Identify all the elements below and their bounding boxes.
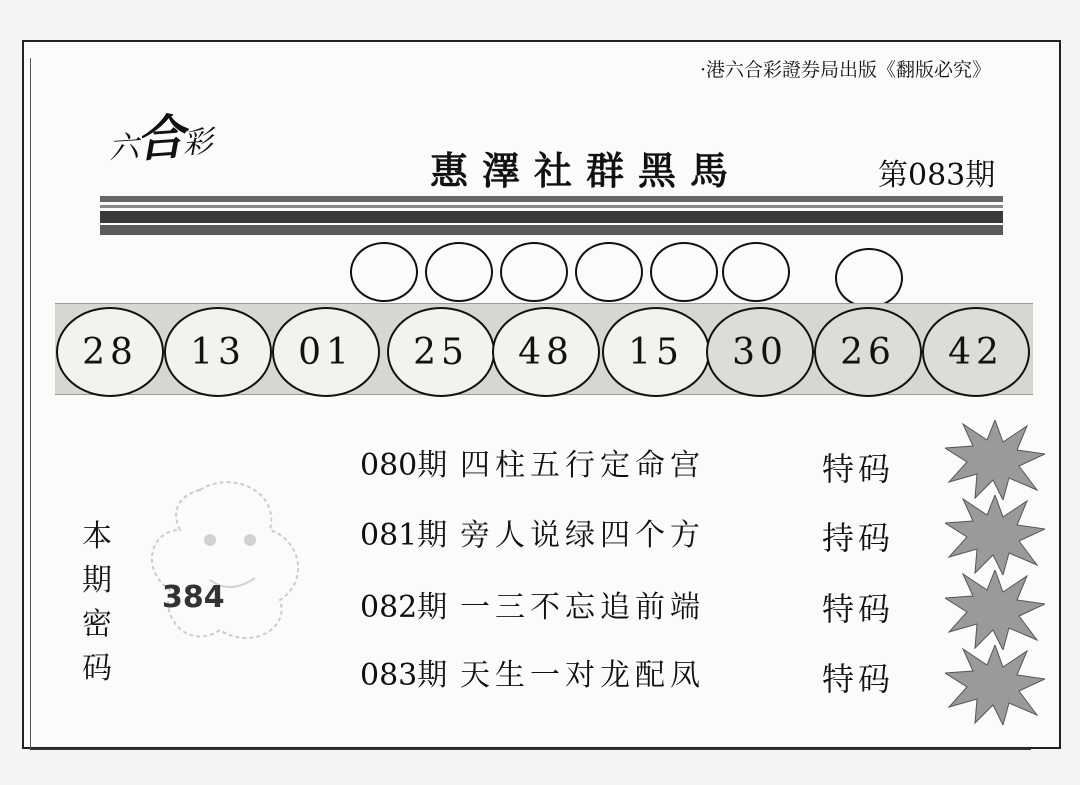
faded-doodle-image <box>140 470 320 660</box>
number-ball: 26 <box>814 307 922 397</box>
number-ball: 42 <box>922 307 1030 397</box>
issue-number: 第083期 <box>878 158 996 193</box>
logo-char-2: 合 <box>134 109 185 169</box>
password-value: 384 <box>162 580 225 615</box>
prediction-verse: 旁人说绿四个方 <box>460 518 705 553</box>
password-label <box>80 515 114 691</box>
password-label-char: 密 <box>82 607 112 642</box>
prediction-label: 特码 <box>822 590 895 628</box>
prediction-label: 特码 <box>822 450 895 488</box>
blank-ball <box>722 242 790 302</box>
blank-ball <box>500 242 568 302</box>
prediction-period: 082期 <box>360 590 448 625</box>
starburst-icon <box>945 645 1045 725</box>
logo-char-1: 六 <box>107 129 139 167</box>
blank-ball <box>350 242 418 302</box>
starburst-icon <box>945 495 1045 575</box>
starburst-icon <box>945 570 1045 650</box>
page-title: 惠澤社群黑馬 <box>430 148 743 193</box>
prediction-label: 特码 <box>822 660 895 698</box>
number-ball: 28 <box>56 307 164 397</box>
prediction-row <box>360 510 800 554</box>
password-label-char: 码 <box>82 651 112 686</box>
publisher-notice: ·港六合彩證券局出版《翻版必究》 <box>700 59 992 81</box>
number-ball: 48 <box>492 307 600 397</box>
prediction-period: 083期 <box>360 658 448 693</box>
prediction-period: 080期 <box>360 448 448 483</box>
logo-char-3: 彩 <box>181 124 212 162</box>
number-ball: 13 <box>164 307 272 397</box>
header-stripe <box>100 205 1003 208</box>
header-stripe <box>100 225 1003 235</box>
number-ball: 01 <box>272 307 380 397</box>
starburst-icon <box>945 420 1045 500</box>
blank-ball <box>425 242 493 302</box>
password-label-char: 本 <box>82 519 112 554</box>
password-label-char: 期 <box>82 563 112 598</box>
header-stripe <box>100 196 1003 202</box>
blank-ball <box>650 242 718 302</box>
prediction-row <box>360 582 800 626</box>
number-ball: 30 <box>706 307 814 397</box>
prediction-verse: 四柱五行定命宫 <box>460 448 705 483</box>
blank-ball-special <box>835 248 903 308</box>
number-ball: 25 <box>387 307 495 397</box>
prediction-row <box>360 650 800 694</box>
prediction-row <box>360 440 800 484</box>
lottery-logo <box>106 97 213 173</box>
prediction-verse: 天生一对龙配凤 <box>460 658 705 693</box>
header-stripe <box>100 211 1003 223</box>
blank-ball <box>575 242 643 302</box>
number-ball: 15 <box>602 307 710 397</box>
prediction-label: 持码 <box>822 519 895 557</box>
prediction-verse: 一三不忘追前端 <box>460 590 705 625</box>
prediction-period: 081期 <box>360 518 448 553</box>
